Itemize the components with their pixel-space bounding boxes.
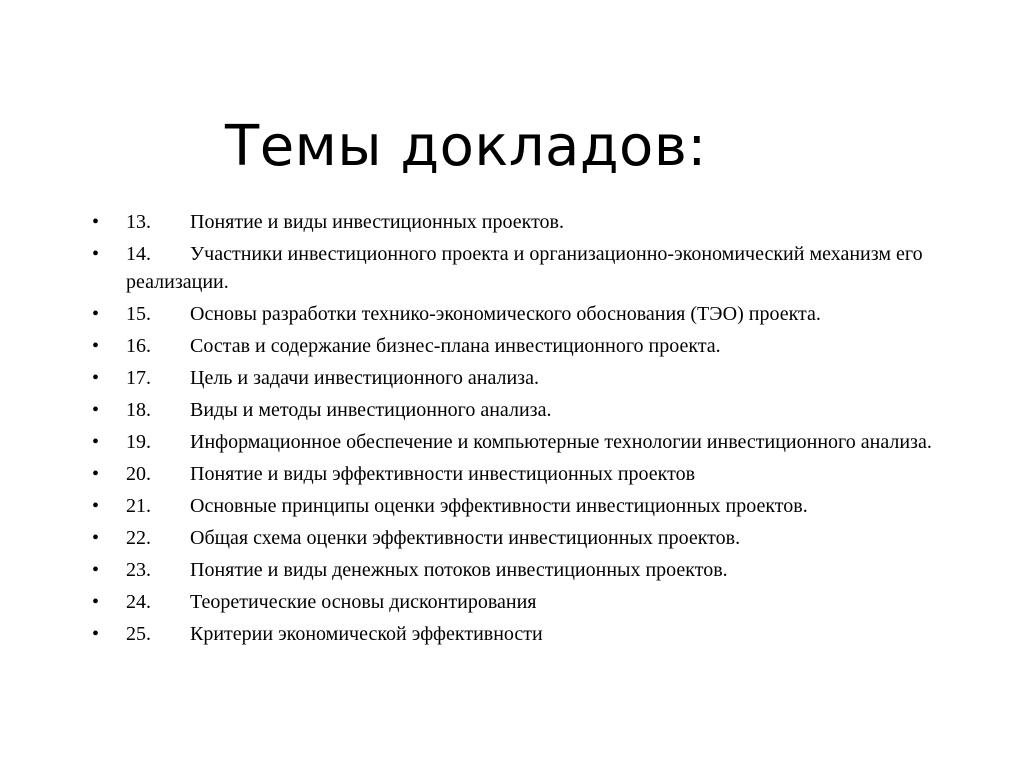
topic-text: Понятие и виды инвестиционных проектов. [190, 211, 565, 233]
topic-text: Критерии экономической эффективности [190, 623, 543, 645]
bullet-icon: • [92, 623, 100, 645]
bullet-icon: • [92, 591, 100, 613]
topic-number: 24. [126, 591, 151, 613]
bullet-icon: • [92, 431, 100, 453]
topic-number: 20. [126, 463, 151, 485]
list-item [92, 524, 932, 552]
slide-title: Темы докладов: [225, 114, 707, 179]
topic-text: Теоретические основы дисконтирования [190, 591, 537, 613]
topic-list [92, 208, 932, 652]
list-item [92, 300, 932, 328]
bullet-icon: • [92, 559, 100, 581]
topic-number: 19. [126, 431, 151, 453]
topic-number: 14. [126, 243, 151, 265]
list-item [92, 332, 932, 360]
topic-text: Основные принципы оценки эффективности инвестиционных проектов. [190, 495, 808, 517]
list-item [92, 556, 932, 584]
topic-text: Цель и задачи инвестиционного анализа. [190, 367, 539, 389]
topic-number: 17. [126, 367, 151, 389]
bullet-icon: • [92, 399, 100, 421]
list-item [92, 208, 932, 236]
topic-number: 23. [126, 559, 151, 581]
list-item [92, 396, 932, 424]
bullet-icon: • [92, 335, 100, 357]
bullet-icon: • [92, 243, 100, 265]
list-item [92, 460, 932, 488]
topic-text: Понятие и виды эффективности инвестиционных проектов [190, 463, 696, 485]
list-item [92, 240, 932, 296]
topic-number: 15. [126, 303, 151, 325]
topic-text: Участники инвестиционного проекта и организационно-экономический механизм его реализации. [126, 243, 923, 293]
list-item [92, 428, 932, 456]
list-item [92, 588, 932, 616]
bullet-icon: • [92, 527, 100, 549]
list-item [92, 492, 932, 520]
bullet-icon: • [92, 495, 100, 517]
topic-number: 22. [126, 527, 151, 549]
list-item [92, 620, 932, 648]
topic-text: Основы разработки технико-экономического обоснования (ТЭО) проекта. [190, 303, 821, 325]
topic-number: 13. [126, 211, 151, 233]
topic-text: Общая схема оценки эффективности инвестиционных проектов. [190, 527, 741, 549]
topic-number: 16. [126, 335, 151, 357]
topic-text: Понятие и виды денежных потоков инвестиционных проектов. [190, 559, 728, 581]
topic-number: 25. [126, 623, 151, 645]
topic-text: Виды и методы инвестиционного анализа. [190, 399, 552, 421]
bullet-icon: • [92, 367, 100, 389]
bullet-icon: • [92, 211, 100, 233]
bullet-icon: • [92, 463, 100, 485]
list-item [92, 364, 932, 392]
topic-text: Состав и содержание бизнес-плана инвестиционного проекта. [190, 335, 721, 357]
topic-text: Информационное обеспечение и компьютерные технологии инвестиционного анализа. [190, 431, 932, 453]
topic-number: 18. [126, 399, 151, 421]
topic-number: 21. [126, 495, 151, 517]
bullet-icon: • [92, 303, 100, 325]
